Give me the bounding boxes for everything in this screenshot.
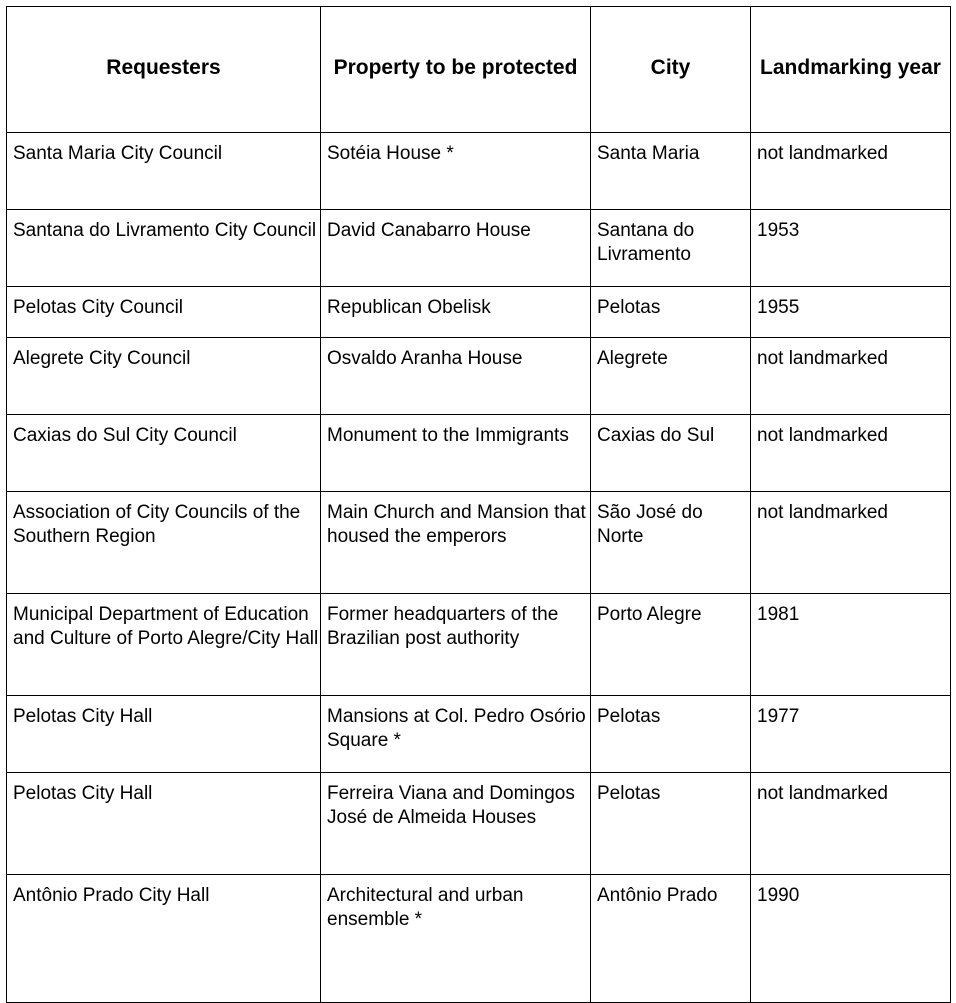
- table-row: [7, 696, 951, 773]
- landmarking-table: [6, 6, 951, 1003]
- cell-year: 1990: [751, 875, 951, 1003]
- cell-city: Santana do Livramento: [591, 210, 751, 287]
- cell-city: Caxias do Sul: [591, 415, 751, 492]
- cell-requesters: Municipal Department of Education and Culture of Porto Alegre/City Hall: [7, 594, 321, 696]
- table-row: [7, 875, 951, 1003]
- header-property: Property to be protected: [321, 7, 591, 133]
- cell-requesters: Alegrete City Council: [7, 338, 321, 415]
- header-city: City: [591, 7, 751, 133]
- cell-requesters: Pelotas City Hall: [7, 773, 321, 875]
- cell-requesters: Santana do Livramento City Council: [7, 210, 321, 287]
- cell-year: 1977: [751, 696, 951, 773]
- cell-year: not landmarked: [751, 133, 951, 210]
- table-row: [7, 133, 951, 210]
- table-row: [7, 338, 951, 415]
- cell-requesters: Pelotas City Council: [7, 287, 321, 338]
- table-row: [7, 773, 951, 875]
- header-year: Landmarking year: [751, 7, 951, 133]
- cell-requesters: Association of City Councils of the Southern Region: [7, 492, 321, 594]
- cell-year: 1955: [751, 287, 951, 338]
- cell-property: Monument to the Immigrants: [321, 415, 591, 492]
- cell-city: Antônio Prado: [591, 875, 751, 1003]
- table-row: [7, 415, 951, 492]
- table-row: [7, 210, 951, 287]
- cell-requesters: Santa Maria City Council: [7, 133, 321, 210]
- cell-property: Mansions at Col. Pedro Osório Square *: [321, 696, 591, 773]
- cell-property: Architectural and urban ensemble *: [321, 875, 591, 1003]
- cell-year: not landmarked: [751, 773, 951, 875]
- cell-property: Osvaldo Aranha House: [321, 338, 591, 415]
- header-row: [7, 7, 951, 133]
- cell-city: Pelotas: [591, 773, 751, 875]
- cell-requesters: Pelotas City Hall: [7, 696, 321, 773]
- cell-city: São José do Norte: [591, 492, 751, 594]
- cell-year: 1953: [751, 210, 951, 287]
- cell-property: Sotéia House *: [321, 133, 591, 210]
- cell-city: Santa Maria: [591, 133, 751, 210]
- header-requesters: Requesters: [7, 7, 321, 133]
- table-row: [7, 287, 951, 338]
- cell-city: Alegrete: [591, 338, 751, 415]
- cell-property: Main Church and Mansion that housed the emperors: [321, 492, 591, 594]
- cell-property: Former headquarters of the Brazilian post authority: [321, 594, 591, 696]
- cell-requesters: Antônio Prado City Hall: [7, 875, 321, 1003]
- cell-year: not landmarked: [751, 338, 951, 415]
- cell-city: Pelotas: [591, 287, 751, 338]
- cell-property: Ferreira Viana and Domingos José de Almeida Houses: [321, 773, 591, 875]
- table-row: [7, 492, 951, 594]
- cell-year: 1981: [751, 594, 951, 696]
- cell-requesters: Caxias do Sul City Council: [7, 415, 321, 492]
- table-row: [7, 594, 951, 696]
- cell-city: Pelotas: [591, 696, 751, 773]
- cell-property: David Canabarro House: [321, 210, 591, 287]
- cell-year: not landmarked: [751, 415, 951, 492]
- cell-property: Republican Obelisk: [321, 287, 591, 338]
- cell-city: Porto Alegre: [591, 594, 751, 696]
- cell-year: not landmarked: [751, 492, 951, 594]
